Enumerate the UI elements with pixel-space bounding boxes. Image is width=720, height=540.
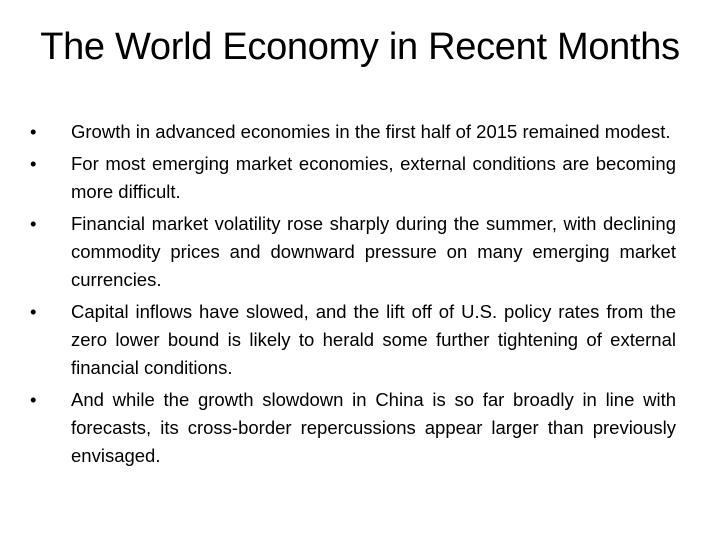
bullet-text: Growth in advanced economies in the first half of 2015 remained modest. [71,121,671,142]
bullet-point-icon: • [30,121,37,142]
bullet-item [28,210,676,294]
slide-title: The World Economy in Recent Months [40,26,680,68]
bullet-text: Capital inflows have slowed, and the lift off of U.S. policy rates from the zero lower bound is likely to herald some further tightening of external financial conditions. [71,301,676,378]
bullet-text: Financial market volatility rose sharply during the summer, with declining commodity prices and downward pressure on many emerging market currencies. [71,213,676,290]
bullet-point-icon: • [30,301,37,322]
bullet-text: And while the growth slowdown in China is so far broadly in line with forecasts, its cross-border repercussions appear larger than previously envisaged. [71,389,676,466]
bullet-item [28,118,676,146]
bullet-text: For most emerging market economies, external conditions are becoming more difficult. [71,153,676,202]
bullet-list [28,118,676,474]
bullet-item [28,298,676,382]
bullet-item [28,150,676,206]
bullet-point-icon: • [30,389,37,410]
bullet-item [28,386,676,470]
bullet-point-icon: • [30,213,37,234]
bullet-point-icon: • [30,153,37,174]
